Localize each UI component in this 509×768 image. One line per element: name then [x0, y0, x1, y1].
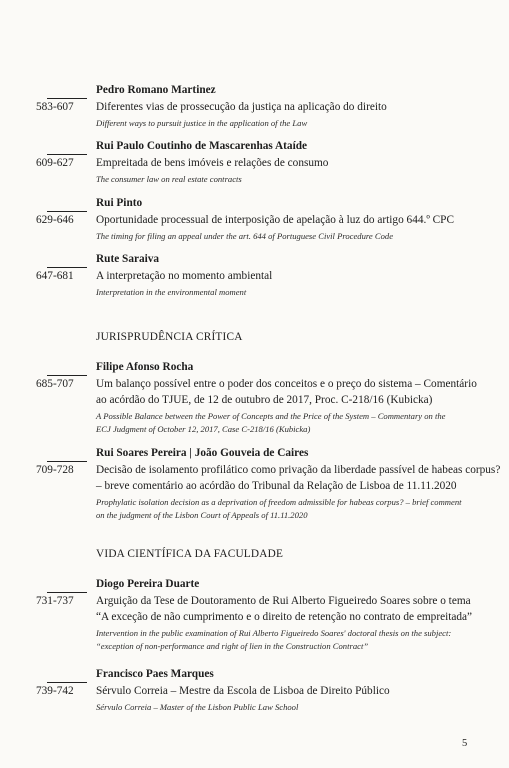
entry-title: – breve comentário ao acórdão do Tribunal da Relação de Lisboa de 11.11.2020 — [96, 480, 457, 492]
entry-title: A interpretação no momento ambiental — [96, 270, 273, 282]
entry-rule — [47, 267, 87, 268]
entry-english-title: Interpretation in the environmental moment — [96, 287, 247, 297]
entry-rule — [47, 682, 87, 683]
entry-rule — [47, 98, 87, 99]
entry-title: Diferentes vias de prossecução da justiça na aplicação do direito — [96, 101, 387, 113]
entry-author: Pedro Romano Martinez — [96, 84, 216, 96]
entry-title: Decisão de isolamento profilático como privação da liberdade passível de habeas corpus? — [96, 464, 501, 476]
entry-rule — [47, 461, 87, 462]
entry-english-title: The timing for filing an appeal under the art. 644 of Portuguese Civil Procedure Code — [96, 231, 394, 241]
entry-english-title: Different ways to pursuit justice in the application of the Law — [96, 118, 308, 128]
entry-title: Arguição da Tese de Doutoramento de Rui Alberto Figueiredo Soares sobre o tema — [96, 595, 471, 607]
entry-pages: 685-707 — [36, 378, 74, 390]
entry-author: Diogo Pereira Duarte — [96, 578, 200, 590]
entry-pages: 629-646 — [36, 214, 74, 226]
entry-author: Rui Soares Pereira | João Gouveia de Caires — [96, 447, 309, 459]
entry-rule — [47, 154, 87, 155]
entry-rule — [47, 211, 87, 212]
entry-title: Empreitada de bens imóveis e relações de consumo — [96, 157, 329, 169]
page-number: 5 — [462, 738, 468, 749]
entry-english-title: Sérvulo Correia – Master of the Lisbon Public Law School — [96, 702, 299, 712]
section-heading: VIDA CIENTÍFICA DA FACULDADE — [96, 548, 284, 560]
entry-author: Francisco Paes Marques — [96, 668, 214, 680]
entry-pages: 583-607 — [36, 101, 74, 113]
entry-title: Um balanço possível entre o poder dos conceitos e o preço do sistema – Comentário — [96, 378, 477, 390]
entry-author: Rui Pinto — [96, 197, 143, 209]
entry-title: Oportunidade processual de interposição de apelação à luz do artigo 644.º CPC — [96, 214, 454, 226]
entry-pages: 647-681 — [36, 270, 74, 282]
entry-english-title: The consumer law on real estate contracts — [96, 174, 242, 184]
entry-english-title: Intervention in the public examination of Rui Alberto Figueiredo Soares' doctoral thesis on the subject: — [96, 628, 452, 638]
entry-title: ao acórdão do TJUE, de 12 de outubro de 2017, Proc. C-218/16 (Kubicka) — [96, 394, 433, 406]
entry-rule — [47, 592, 87, 593]
entry-english-title: ECJ Judgment of October 12, 2017, Case C-218/16 (Kubicka) — [96, 424, 311, 434]
entry-english-title: A Possible Balance between the Power of Concepts and the Price of the System – Commentary on the — [96, 411, 446, 421]
entry-pages: 739-742 — [36, 685, 74, 697]
entry-author: Rui Paulo Coutinho de Mascarenhas Ataíde — [96, 140, 308, 152]
entry-title: “A exceção de não cumprimento e o direito de retenção no contrato de empreitada” — [96, 611, 473, 623]
entry-pages: 709-728 — [36, 464, 74, 476]
entry-pages: 731-737 — [36, 595, 74, 607]
entry-english-title: Prophylatic isolation decision as a deprivation of freedom admissible for habeas corpus? – brief comment — [96, 497, 462, 507]
entry-author: Rute Saraiva — [96, 253, 160, 265]
entry-author: Filipe Afonso Rocha — [96, 361, 194, 373]
entry-pages: 609-627 — [36, 157, 74, 169]
entry-english-title: “exception of non-performance and right of lien in the Construction Contract” — [96, 641, 369, 651]
entry-title: Sérvulo Correia – Mestre da Escola de Lisboa de Direito Público — [96, 685, 390, 697]
entry-english-title: on the judgment of the Lisbon Court of Appeals of 11.11.2020 — [96, 510, 308, 520]
section-heading: JURISPRUDÊNCIA CRÍTICA — [96, 331, 243, 343]
entry-rule — [47, 375, 87, 376]
